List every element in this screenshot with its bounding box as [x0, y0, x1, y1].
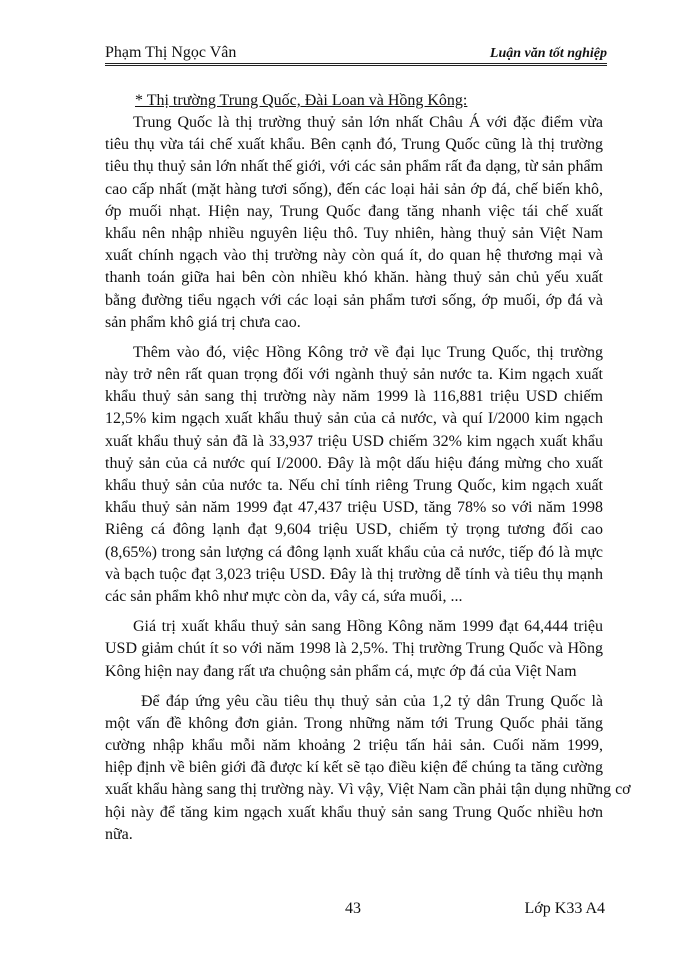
- text-line: tiêu thụ vừa tái chế xuất khẩu. Bên cạnh đó, Trung Quốc cũng là thị trường: [105, 136, 603, 154]
- text-line: USD giảm chút ít so với năm 1998 là 2,5%. Thị trường Trung Quốc và Hồng: [105, 640, 603, 658]
- text-line: nữa.: [105, 825, 133, 843]
- thesis-label: Luận văn tốt nghiệp: [489, 46, 607, 61]
- text-line: này trở nên rất quan trọng đối với ngành thuỷ sản nước ta. Kim ngạch xuất: [105, 366, 603, 384]
- text-line: bằng đường tiểu ngạch với các loại sản phẩm tươi sống, ớp muối, ớp đá và: [105, 291, 603, 309]
- text-line: thanh toán giữa hai bên còn nhiều khó khăn. hàng thuỷ sản chủ yếu xuất: [105, 269, 603, 287]
- text-line: Giá trị xuất khẩu thuỷ sản sang Hồng Kông năm 1999 đạt 64,444 triệu: [133, 618, 603, 636]
- text-line: và bạch tuộc đạt 3,023 triệu USD. Đây là thị trường dễ tính và tiêu thụ mạnh: [105, 565, 603, 583]
- text-line: xuất khẩu thuỷ sản đã là 33,937 triệu USD chiếm 32% kim ngạch xuất khẩu: [105, 432, 603, 450]
- text-line: hội này để tăng kim ngạch xuất khẩu thuỷ sản sang Trung Quốc nhiều hơn: [105, 803, 603, 821]
- page-footer: [105, 900, 605, 924]
- document-body: [105, 90, 631, 846]
- page-header: [105, 36, 607, 66]
- text-line: cường nhập khẩu mỗi năm khoảng 2 triệu tấn hải sản. Cuối năm 1999,: [105, 737, 603, 755]
- text-line: (8,65%) trong sản lượng cá đông lạnh xuất khẩu của cả nước, tiếp đó là mực: [105, 543, 603, 561]
- text-line: ớp muối nhạt. Hiện nay, Trung Quốc đang tăng nhanh việc tái chế xuất: [105, 202, 603, 220]
- text-line: khẩu nên nhập nhiều nguyên liệu thô. Tuy nhiên, hàng thuỷ sản Việt Nam: [105, 224, 603, 242]
- paragraph-export-value: [105, 616, 603, 683]
- text-line: tiêu thụ thuỷ sản lớn nhất thế giới, với các sản phẩm rất đa dạng, từ sản phẩm: [105, 158, 603, 176]
- text-line: Riêng cá đông lạnh đạt 9,604 triệu USD, chiếm tỷ trọng tương đối cao: [105, 521, 603, 539]
- text-line: khẩu thuỷ sản của nước ta. Nếu chỉ tính riêng Trung Quốc, kim ngạch xuất: [105, 477, 603, 494]
- header-rule: [105, 63, 607, 66]
- text-line: 12,5% kim ngạch xuất khẩu thuỷ sản của cả nước, và quí I/2000 kim ngạch: [105, 410, 603, 428]
- text-line: khẩu thuỷ sản sang thị trường này năm 1999 là 116,881 triệu USD chiếm: [105, 388, 603, 406]
- text-line: hiệp định về biên giới đã được kí kết sẽ tạo điều kiện để chúng ta tăng cường: [105, 759, 603, 777]
- text-line: xuất khẩu hàng sang thị trường này. Vì vậy, Việt Nam cần phải tận dụng những cơ: [105, 781, 631, 799]
- paragraph-china-market: [105, 112, 603, 334]
- paragraph-hong-kong-market: [105, 342, 603, 608]
- page-number: 43: [345, 900, 361, 917]
- paragraph-demand: [105, 691, 631, 846]
- text-line: khẩu thuỷ sản năm 1999 đạt 47,437 triệu USD, tăng 78% so với năm 1998: [105, 499, 603, 517]
- text-line: một vấn đề không đơn giản. Trong những năm tới Trung Quốc phải tăng: [105, 714, 603, 732]
- text-line: cao cấp nhất (mặt hàng tươi sống), đến các loại hải sản ớp đá, chế biến khô,: [105, 180, 603, 198]
- text-line: Để đáp ứng yêu cầu tiêu thụ thuỷ sản của 1,2 tỷ dân Trung Quốc là: [141, 692, 603, 710]
- text-line: các sản phẩm khô như mực còn da, vây cá, sứa muối, ...: [105, 587, 463, 605]
- class-label: Lớp K33 A4: [524, 900, 605, 917]
- text-line: Kông hiện nay đang rất ưa chuộng sản phẩm cá, mực ớp đá của Việt Nam: [105, 662, 577, 680]
- author-name: Phạm Thị Ngọc Vân: [105, 44, 237, 61]
- text-line: xuất chính ngạch vào thị trường này còn quá ít, do quan hệ thương mại và: [105, 247, 603, 265]
- section-title: * Thị trường Trung Quốc, Đài Loan và Hồng Kông:: [135, 92, 468, 109]
- text-line: sản phẩm khô giá trị chưa cao.: [105, 313, 301, 331]
- text-line: Thêm vào đó, việc Hồng Kông trở về đại lục Trung Quốc, thị trường: [133, 343, 603, 361]
- text-line: Trung Quốc là thị trường thuỷ sản lớn nhất Châu Á với đặc điểm vừa: [133, 114, 603, 131]
- text-line: thuỷ sản của cả nước quí I/2000. Đây là một dấu hiệu đáng mừng cho xuất: [105, 454, 603, 472]
